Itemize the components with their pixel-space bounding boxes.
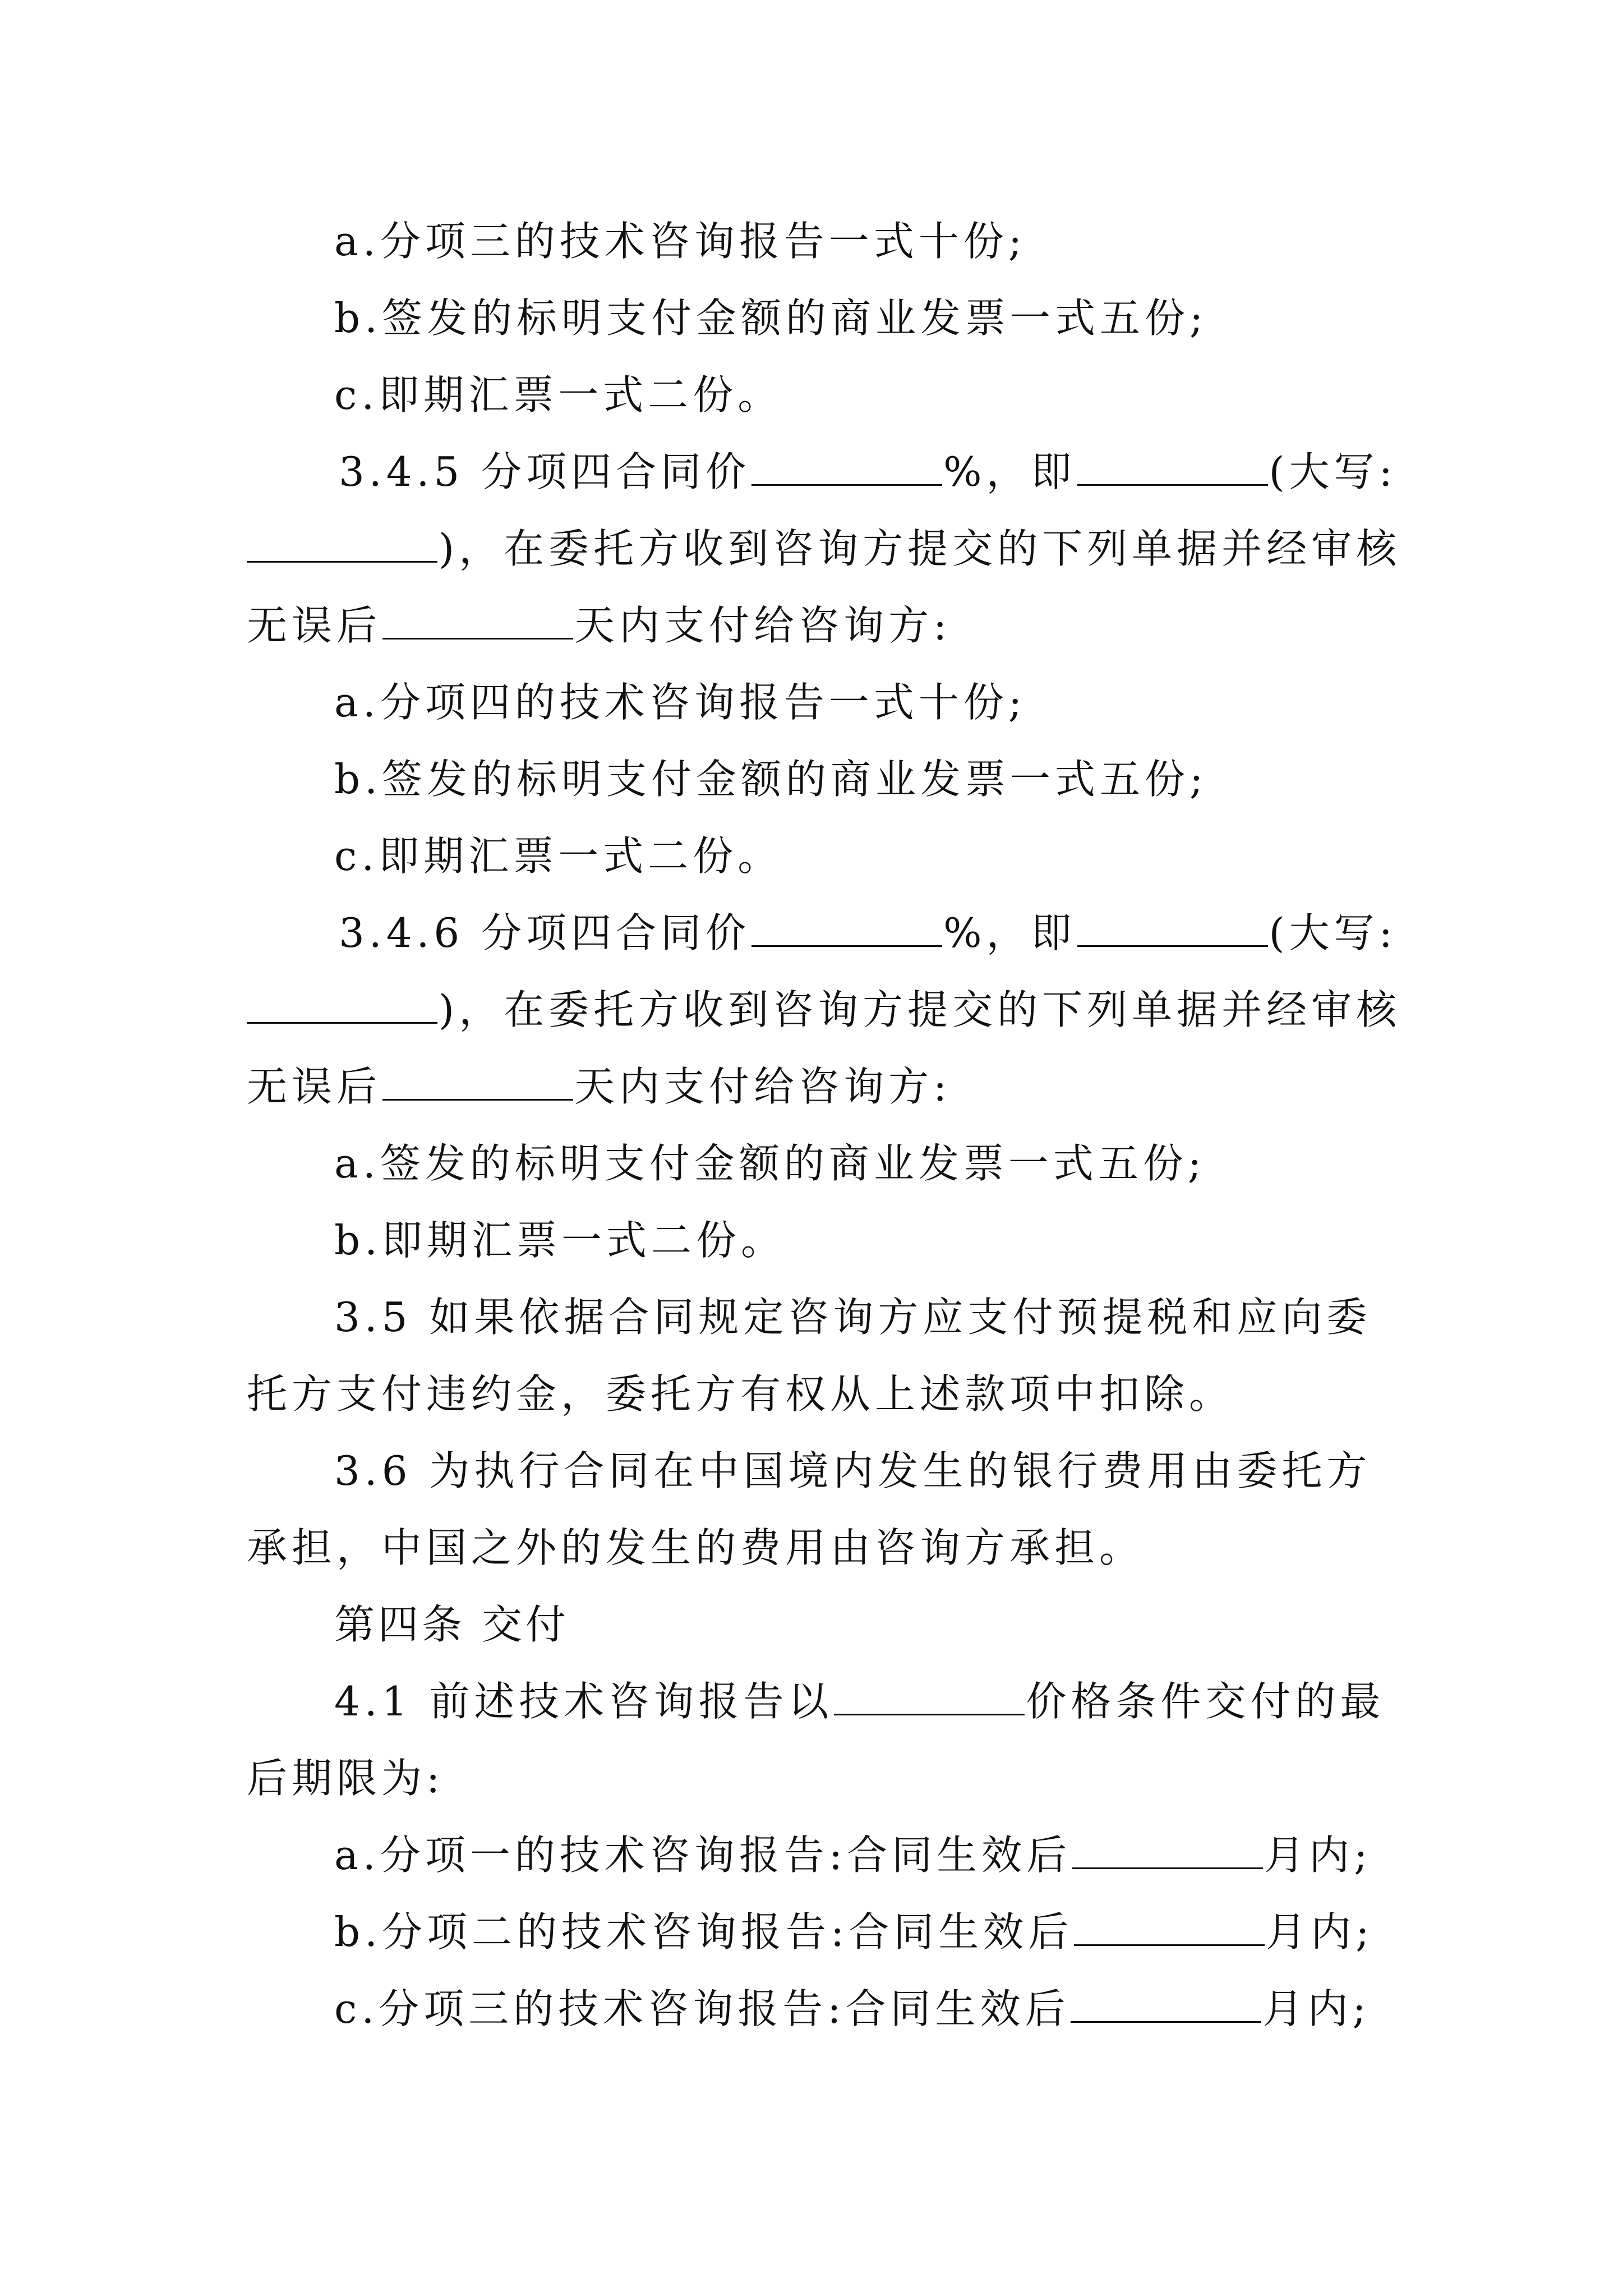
clause-text: %，即 bbox=[943, 448, 1076, 495]
paragraph-line bbox=[247, 597, 951, 654]
section-heading: 第四条 交付 bbox=[334, 1601, 569, 1648]
fill-in-blank bbox=[1077, 906, 1268, 947]
list-item: b.签发的标明支付金额的商业发票一式五份; bbox=[334, 756, 1208, 803]
paragraph-line bbox=[247, 982, 1401, 1038]
clause-text: 月内; bbox=[1266, 1908, 1374, 1955]
fill-in-blank bbox=[751, 906, 942, 947]
fill-in-blank bbox=[1072, 1828, 1263, 1869]
clause-text: )，在委托方收到咨询方提交的下列单据并经审核 bbox=[439, 986, 1401, 1033]
clause-text: (大写: bbox=[1269, 909, 1397, 956]
fill-in-blank bbox=[1071, 1982, 1261, 2023]
clause-text: b.分项二的技术咨询报告:合同生效后 bbox=[334, 1908, 1073, 1955]
list-item: a.签发的标明支付金额的商业发票一式五份; bbox=[334, 1140, 1206, 1187]
clause-text: a.分项一的技术咨询报告:合同生效后 bbox=[334, 1832, 1072, 1879]
fill-in-blank bbox=[247, 983, 437, 1024]
clause-3-6: 3.6 为执行合同在中国境内发生的银行费用由委托方 bbox=[334, 1447, 1372, 1494]
fill-in-blank bbox=[247, 522, 437, 563]
fill-in-blank bbox=[834, 1674, 1025, 1715]
clause-4-1 bbox=[334, 1673, 1385, 1729]
clause-text: 天内支付给咨询方: bbox=[574, 602, 952, 649]
fill-in-blank bbox=[751, 445, 942, 486]
clause-text: 月内; bbox=[1262, 1985, 1371, 2032]
list-item bbox=[334, 1827, 1372, 1883]
list-item: c.即期汇票一式二份。 bbox=[334, 371, 783, 418]
list-item: a.分项三的技术咨询报告一式十份; bbox=[334, 218, 1027, 265]
clause-3-5: 3.5 如果依据合同规定咨询方应支付预提税和应向委 bbox=[334, 1294, 1372, 1341]
fill-in-blank bbox=[1074, 1905, 1265, 1946]
fill-in-blank bbox=[382, 599, 573, 639]
fill-in-blank bbox=[382, 1060, 573, 1101]
clause-text: 3.4.6 分项四合同价 bbox=[339, 909, 751, 956]
clause-text: c.分项三的技术咨询报告:合同生效后 bbox=[334, 1985, 1070, 2032]
list-item: b.即期汇票一式二份。 bbox=[334, 1217, 786, 1264]
fill-in-blank bbox=[1077, 445, 1268, 486]
clause-3-4-5 bbox=[339, 444, 1397, 500]
clause-3-4-6 bbox=[339, 905, 1397, 961]
paragraph-line: 承担，中国之外的发生的费用由咨询方承担。 bbox=[247, 1524, 1145, 1571]
clause-text: )，在委托方收到咨询方提交的下列单据并经审核 bbox=[439, 525, 1401, 572]
clause-text: 3.4.5 分项四合同价 bbox=[339, 448, 751, 495]
clause-text: %，即 bbox=[943, 909, 1076, 956]
clause-text: 无误后 bbox=[247, 602, 382, 649]
paragraph-line bbox=[247, 521, 1401, 577]
clause-text: 月内; bbox=[1264, 1832, 1372, 1879]
clause-text: 4.1 前述技术咨询报告以 bbox=[334, 1678, 833, 1725]
clause-text: 无误后 bbox=[247, 1063, 382, 1110]
clause-text: 天内支付给咨询方: bbox=[574, 1063, 952, 1110]
clause-text: 价格条件交付的最 bbox=[1026, 1678, 1385, 1725]
paragraph-line bbox=[247, 1059, 951, 1115]
list-item: a.分项四的技术咨询报告一式十份; bbox=[334, 679, 1027, 726]
list-item bbox=[334, 1904, 1374, 1960]
list-item: b.签发的标明支付金额的商业发票一式五份; bbox=[334, 295, 1208, 342]
list-item bbox=[334, 1981, 1371, 2037]
list-item: c.即期汇票一式二份。 bbox=[334, 832, 783, 880]
paragraph-line: 托方支付违约金，委托方有权从上述款项中扣除。 bbox=[247, 1370, 1234, 1418]
clause-text: (大写: bbox=[1269, 448, 1397, 495]
paragraph-line: 后期限为: bbox=[247, 1755, 445, 1802]
